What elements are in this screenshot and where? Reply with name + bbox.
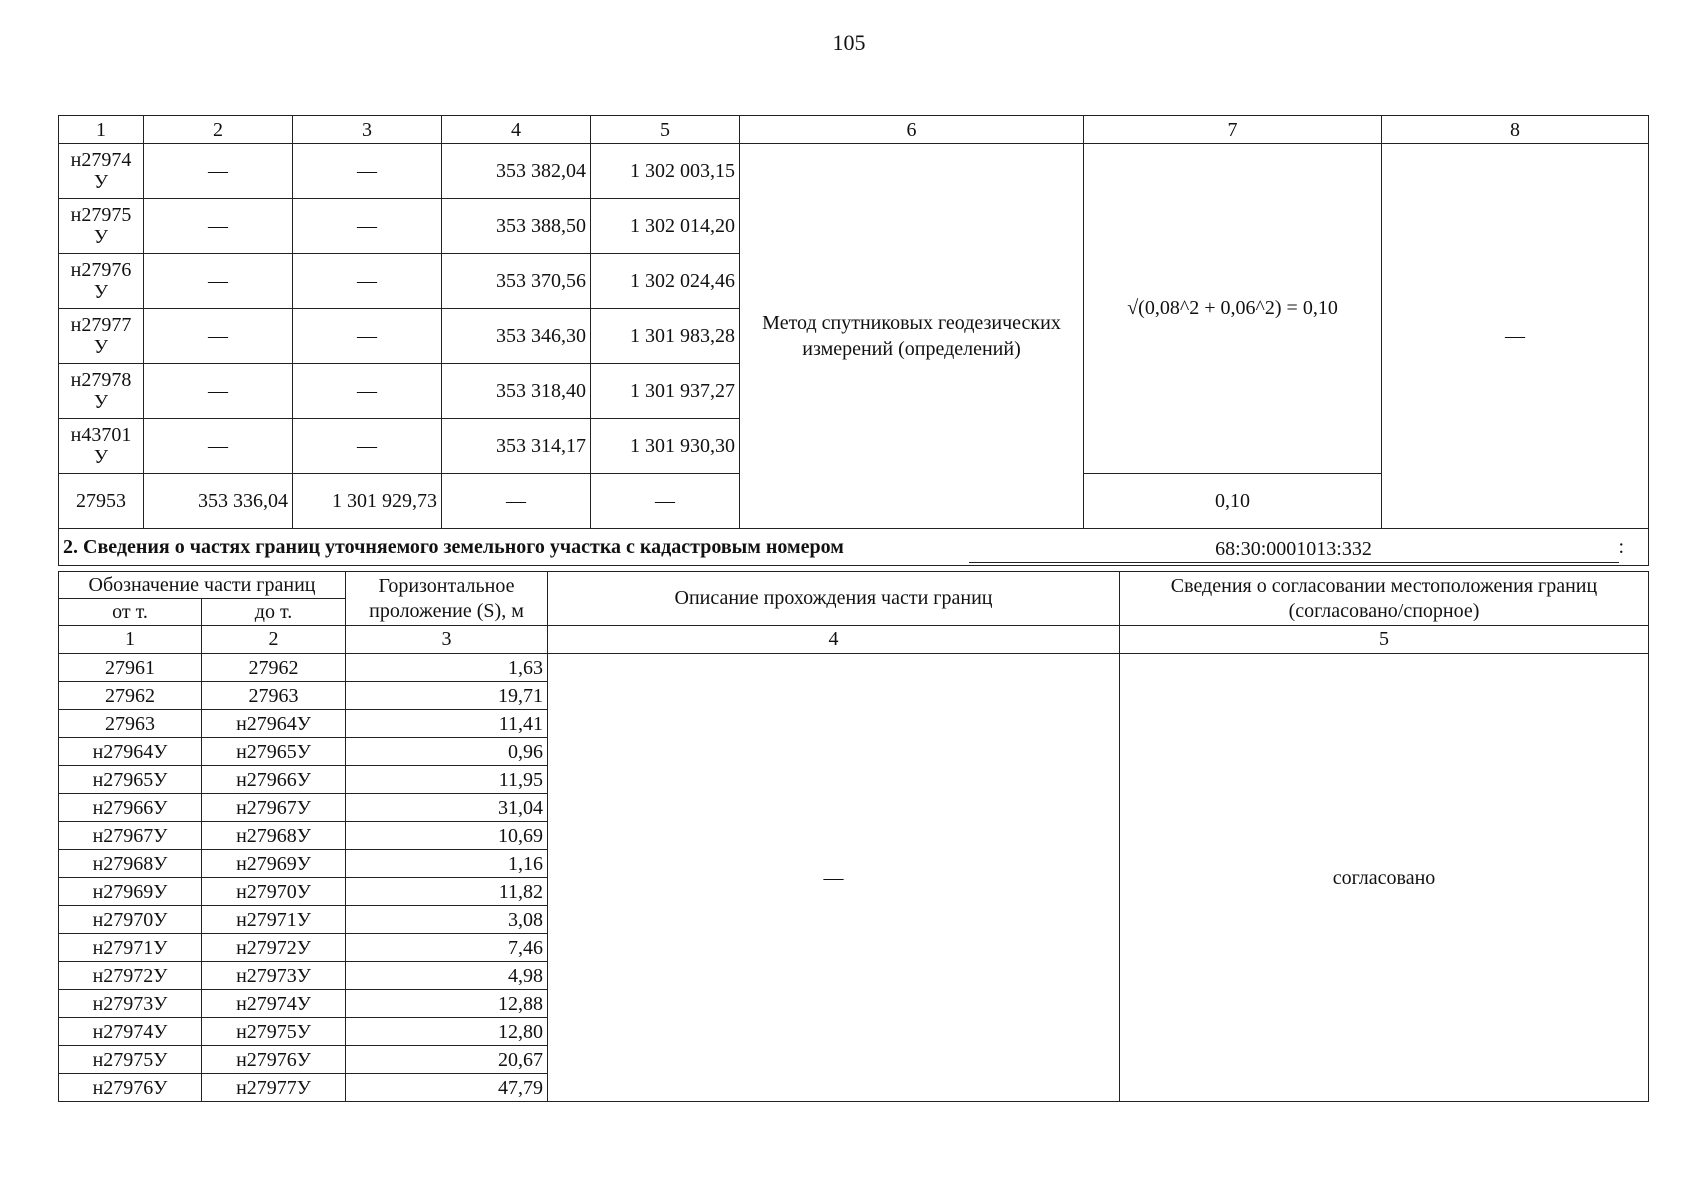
- point-name: н43701 У: [59, 419, 144, 474]
- method-cell: Метод спутниковых геодезических измерений (определений): [740, 144, 1084, 529]
- cell: —: [293, 199, 442, 254]
- cell: —: [293, 144, 442, 199]
- cell: 353 314,17: [442, 419, 591, 474]
- coordinates-table: [58, 115, 1649, 566]
- point-name: н27975 У: [59, 199, 144, 254]
- cell: —: [293, 254, 442, 309]
- to-point: н27971У: [202, 906, 346, 934]
- cell: 1 302 024,46: [591, 254, 740, 309]
- col-number: 1: [59, 626, 202, 654]
- from-point: н27968У: [59, 850, 202, 878]
- col-number: 6: [740, 116, 1084, 144]
- horizontal-distance: 1,63: [346, 654, 548, 682]
- agreement-header: Сведения о согласовании местоположения границ (согласовано/спорное): [1120, 572, 1649, 626]
- from-point: н27972У: [59, 962, 202, 990]
- col-number: 3: [346, 626, 548, 654]
- cell: 353 370,56: [442, 254, 591, 309]
- point-name: 27953: [59, 474, 144, 529]
- from-point: н27976У: [59, 1074, 202, 1102]
- description-cell: —: [548, 654, 1120, 1102]
- cell: —: [144, 199, 293, 254]
- from-point: н27974У: [59, 1018, 202, 1046]
- designation-header: Обозначение части границ: [59, 572, 346, 599]
- from-point: н27965У: [59, 766, 202, 794]
- horizontal-distance: 4,98: [346, 962, 548, 990]
- col-number: 5: [591, 116, 740, 144]
- to-point: н27974У: [202, 990, 346, 1018]
- to-point: н27972У: [202, 934, 346, 962]
- horizontal-distance: 12,80: [346, 1018, 548, 1046]
- to-point: н27970У: [202, 878, 346, 906]
- cell: —: [144, 309, 293, 364]
- from-point: н27964У: [59, 738, 202, 766]
- point-name: н27977 У: [59, 309, 144, 364]
- to-point: н27975У: [202, 1018, 346, 1046]
- from-point: н27975У: [59, 1046, 202, 1074]
- cell: 353 336,04: [144, 474, 293, 529]
- section-title: 2. Сведения о частях границ уточняемого земельного участка с кадастровым номером 68:30:0001013:332 :: [59, 529, 1649, 566]
- agreement-cell: согласовано: [1120, 654, 1649, 1102]
- table-row: [59, 144, 1649, 199]
- horizontal-header: Горизонтальное проложение (S), м: [346, 572, 548, 626]
- horizontal-distance: 20,67: [346, 1046, 548, 1074]
- horizontal-distance: 11,41: [346, 710, 548, 738]
- horizontal-distance: 47,79: [346, 1074, 548, 1102]
- to-point: н27964У: [202, 710, 346, 738]
- horizontal-distance: 7,46: [346, 934, 548, 962]
- to-point: н27977У: [202, 1074, 346, 1102]
- cell: —: [293, 364, 442, 419]
- horizontal-distance: 3,08: [346, 906, 548, 934]
- cell: 1 302 014,20: [591, 199, 740, 254]
- from-point: н27969У: [59, 878, 202, 906]
- horizontal-distance: 0,96: [346, 738, 548, 766]
- cell: 1 302 003,15: [591, 144, 740, 199]
- col-number: 5: [1120, 626, 1649, 654]
- page-number: 105: [832, 30, 866, 55]
- to-point: н27976У: [202, 1046, 346, 1074]
- col-number: 2: [202, 626, 346, 654]
- horizontal-distance: 11,82: [346, 878, 548, 906]
- cell: 353 382,04: [442, 144, 591, 199]
- cell: —: [442, 474, 591, 529]
- from-point: 27963: [59, 710, 202, 738]
- col-number: 4: [442, 116, 591, 144]
- cell: —: [144, 144, 293, 199]
- cell: 353 388,50: [442, 199, 591, 254]
- table-row: [59, 654, 1649, 682]
- col-number: 4: [548, 626, 1120, 654]
- point-name: н27978 У: [59, 364, 144, 419]
- cell: —: [293, 419, 442, 474]
- to-point: н27965У: [202, 738, 346, 766]
- horizontal-distance: 11,95: [346, 766, 548, 794]
- col-number: 2: [144, 116, 293, 144]
- cell: —: [293, 309, 442, 364]
- point-name: н27976 У: [59, 254, 144, 309]
- description-header: Описание прохождения части границ: [548, 572, 1120, 626]
- from-point: 27962: [59, 682, 202, 710]
- col-number: 3: [293, 116, 442, 144]
- to-point: н27968У: [202, 822, 346, 850]
- to-point: н27966У: [202, 766, 346, 794]
- from-point: н27973У: [59, 990, 202, 1018]
- cell: 1 301 937,27: [591, 364, 740, 419]
- horizontal-distance: 10,69: [346, 822, 548, 850]
- to-point: н27973У: [202, 962, 346, 990]
- horizontal-distance: 31,04: [346, 794, 548, 822]
- from-point: н27966У: [59, 794, 202, 822]
- horizontal-distance: 12,88: [346, 990, 548, 1018]
- cell: 1 301 983,28: [591, 309, 740, 364]
- colon: :: [1618, 535, 1625, 558]
- col-number: 1: [59, 116, 144, 144]
- header-row: [59, 572, 1649, 599]
- from-point: н27970У: [59, 906, 202, 934]
- col8-cell: —: [1382, 144, 1649, 529]
- cadastral-number: 68:30:0001013:332: [969, 536, 1619, 563]
- col-number: 8: [1382, 116, 1649, 144]
- cell: —: [144, 364, 293, 419]
- point-name: н27974 У: [59, 144, 144, 199]
- column-number-row: [59, 116, 1649, 144]
- to-point: 27963: [202, 682, 346, 710]
- to-header: до т.: [202, 599, 346, 626]
- cell: —: [144, 419, 293, 474]
- cell: —: [591, 474, 740, 529]
- cell: —: [144, 254, 293, 309]
- from-header: от т.: [59, 599, 202, 626]
- from-point: н27971У: [59, 934, 202, 962]
- to-point: н27969У: [202, 850, 346, 878]
- column-number-row: [59, 626, 1649, 654]
- horizontal-distance: 1,16: [346, 850, 548, 878]
- accuracy-formula-cell: √(0,08^2 + 0,06^2) = 0,10: [1084, 144, 1382, 474]
- to-point: н27967У: [202, 794, 346, 822]
- horizontal-distance: 19,71: [346, 682, 548, 710]
- to-point: 27962: [202, 654, 346, 682]
- col-number: 7: [1084, 116, 1382, 144]
- accuracy-cell: 0,10: [1084, 474, 1382, 529]
- from-point: 27961: [59, 654, 202, 682]
- cell: 1 301 930,30: [591, 419, 740, 474]
- section-title-row: [59, 529, 1649, 566]
- cell: 353 318,40: [442, 364, 591, 419]
- cell: 1 301 929,73: [293, 474, 442, 529]
- from-point: н27967У: [59, 822, 202, 850]
- cell: 353 346,30: [442, 309, 591, 364]
- boundary-parts-table: [58, 571, 1649, 1102]
